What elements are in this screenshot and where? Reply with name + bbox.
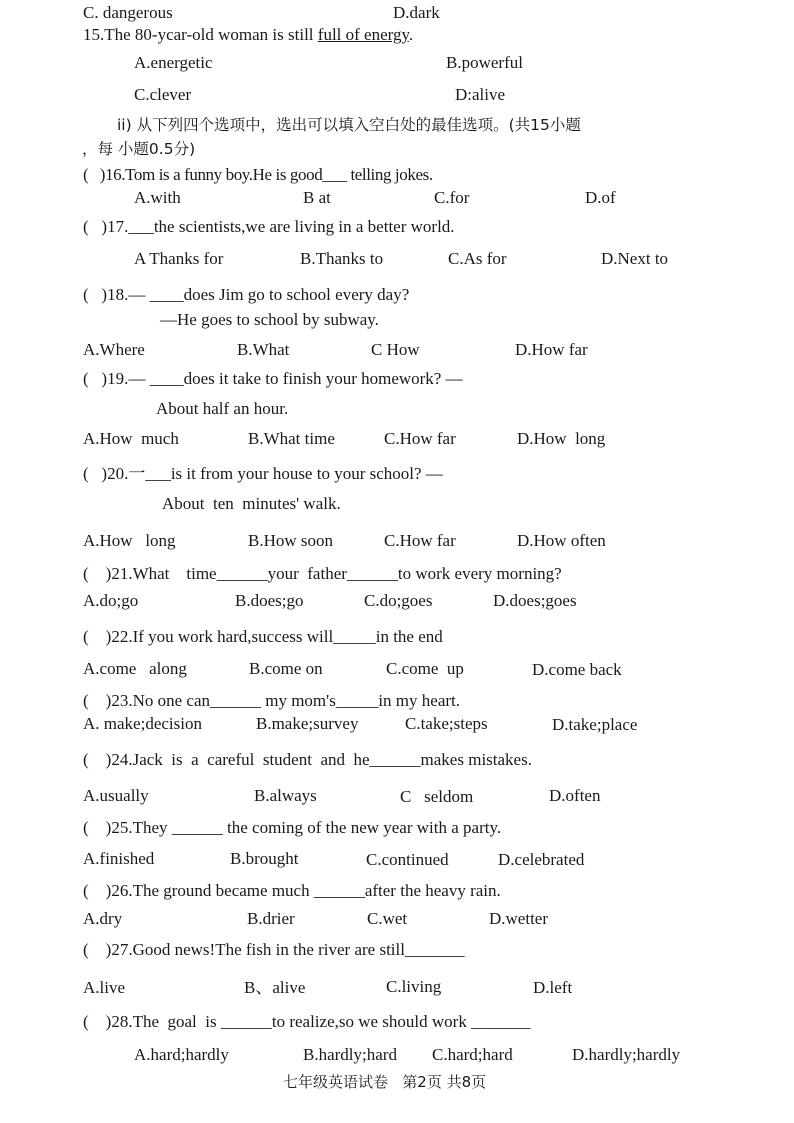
q21-option-b: B.does;go: [235, 591, 304, 610]
page-footer: 七年级英语试卷 第2页 共8页: [283, 1073, 487, 1091]
q26-option-b: B.drier: [247, 909, 295, 928]
q19-option-d: D.How long: [517, 429, 606, 448]
q21-option-c: C.do;goes: [364, 591, 433, 610]
question-15-stem: [83, 25, 413, 45]
q25-option-b: B.brought: [230, 849, 299, 868]
q19-option-a: A.How much: [83, 429, 179, 448]
q22-option-d: D.come back: [532, 660, 622, 679]
q15-suffix: .: [408, 25, 414, 44]
question-20-stem: ( )20.一___is it from your house to your school? —: [83, 464, 443, 483]
section-ii-heading: ii) 从下列四个选项中，选出可以填入空白处的最佳选项。(共15小题: [117, 116, 581, 134]
q26-option-c: C.wet: [367, 909, 408, 928]
question-24-stem: ( )24.Jack is a careful student and he______makes mistakes.: [83, 750, 532, 769]
q15-prefix: 15.The 80-ycar-old woman is still: [83, 25, 318, 44]
q24-option-b: B.always: [254, 786, 317, 805]
q20-option-c: C.How far: [384, 531, 456, 550]
q23-option-c: C.take;steps: [405, 714, 488, 733]
q21-option-d: D.does;goes: [493, 591, 577, 610]
option-c: C. dangerous: [83, 3, 173, 22]
section-ii-points: ，每 小题0.5分): [82, 140, 196, 158]
q18-option-a: A.Where: [83, 340, 145, 359]
q20-option-a: A.How long: [83, 531, 176, 550]
q23-option-d: D.take;place: [552, 715, 638, 734]
q18-option-b: B.What: [237, 340, 290, 359]
option-d: D.dark: [393, 3, 440, 22]
q21-option-a: A.do;go: [83, 591, 139, 610]
question-27-stem: ( )27.Good news!The fish in the river are still_______: [83, 940, 465, 959]
q24-option-c: C seldom: [400, 787, 474, 806]
q18-reply: —He goes to school by subway.: [160, 310, 379, 329]
q20-reply: About ten minutes' walk.: [162, 494, 341, 513]
q23-option-a: A. make;decision: [83, 714, 202, 733]
q28-option-d: D.hardly;hardly: [572, 1045, 681, 1064]
q26-option-d: D.wetter: [489, 909, 549, 928]
q28-option-a: A.hard;hardly: [134, 1045, 229, 1064]
q27-option-d: D.left: [533, 978, 573, 997]
question-26-stem: ( )26.The ground became much ______after the heavy rain.: [83, 881, 501, 900]
q23-option-b: B.make;survey: [256, 714, 359, 733]
q18-option-d: D.How far: [515, 340, 588, 359]
q16-option-d: D.of: [585, 188, 616, 207]
q25-option-d: D.celebrated: [498, 850, 585, 869]
q15-option-d: D:alive: [455, 85, 506, 104]
q22-option-c: C.come up: [386, 659, 464, 678]
q22-option-a: A.come along: [83, 659, 187, 678]
q16-option-c: C.for: [434, 188, 470, 207]
question-23-stem: ( )23.No one can______ my mom's_____in my heart.: [83, 691, 461, 710]
q24-option-d: D.often: [549, 786, 601, 805]
q16-option-b: B at: [303, 188, 331, 207]
q17-option-a: A Thanks for: [134, 249, 224, 268]
q24-option-a: A.usually: [83, 786, 149, 805]
q25-option-a: A.finished: [83, 849, 155, 868]
question-18-stem: ( )18.— ____does Jim go to school every day?: [83, 285, 410, 304]
question-21-stem: ( )21.What time______your father______to work every morning?: [83, 564, 562, 583]
question-25-stem: ( )25.They ______ the coming of the new year with a party.: [83, 818, 502, 837]
q27-option-b: B、alive: [244, 978, 306, 997]
q18-option-c: C How: [371, 340, 420, 359]
q27-option-c: C.living: [386, 977, 442, 996]
question-22-stem: ( )22.If you work hard,success will_____in the end: [83, 627, 443, 646]
q20-option-d: D.How often: [517, 531, 606, 550]
q19-reply: About half an hour.: [156, 399, 289, 418]
q19-option-c: C.How far: [384, 429, 456, 448]
q22-option-b: B.come on: [249, 659, 323, 678]
q15-option-b: B.powerful: [446, 53, 523, 72]
q25-option-c: C.continued: [366, 850, 449, 869]
question-28-stem: ( )28.The goal is ______to realize,so we should work _______: [83, 1012, 531, 1031]
q20-option-b: B.How soon: [248, 531, 334, 550]
q28-option-c: C.hard;hard: [432, 1045, 513, 1064]
q17-option-d: D.Next to: [601, 249, 669, 268]
q15-option-c: C.clever: [134, 85, 192, 104]
q17-option-c: C.As for: [448, 249, 507, 268]
q19-option-b: B.What time: [248, 429, 335, 448]
q27-option-a: A.live: [83, 978, 126, 997]
question-19-stem: ( )19.— ____does it take to finish your homework? —: [83, 369, 463, 388]
question-17-stem: ( )17.___the scientists,we are living in a better world.: [83, 217, 455, 236]
q26-option-a: A.dry: [83, 909, 123, 928]
q28-option-b: B.hardly;hard: [303, 1045, 397, 1064]
q15-underlined-phrase: full of energy: [317, 25, 409, 44]
q16-option-a: A.with: [134, 188, 181, 207]
q15-option-a: A.energetic: [134, 53, 213, 72]
question-16-stem: ( )16.Tom is a funny boy.He is good___ telling jokes.: [83, 165, 433, 184]
q17-option-b: B.Thanks to: [300, 249, 384, 268]
